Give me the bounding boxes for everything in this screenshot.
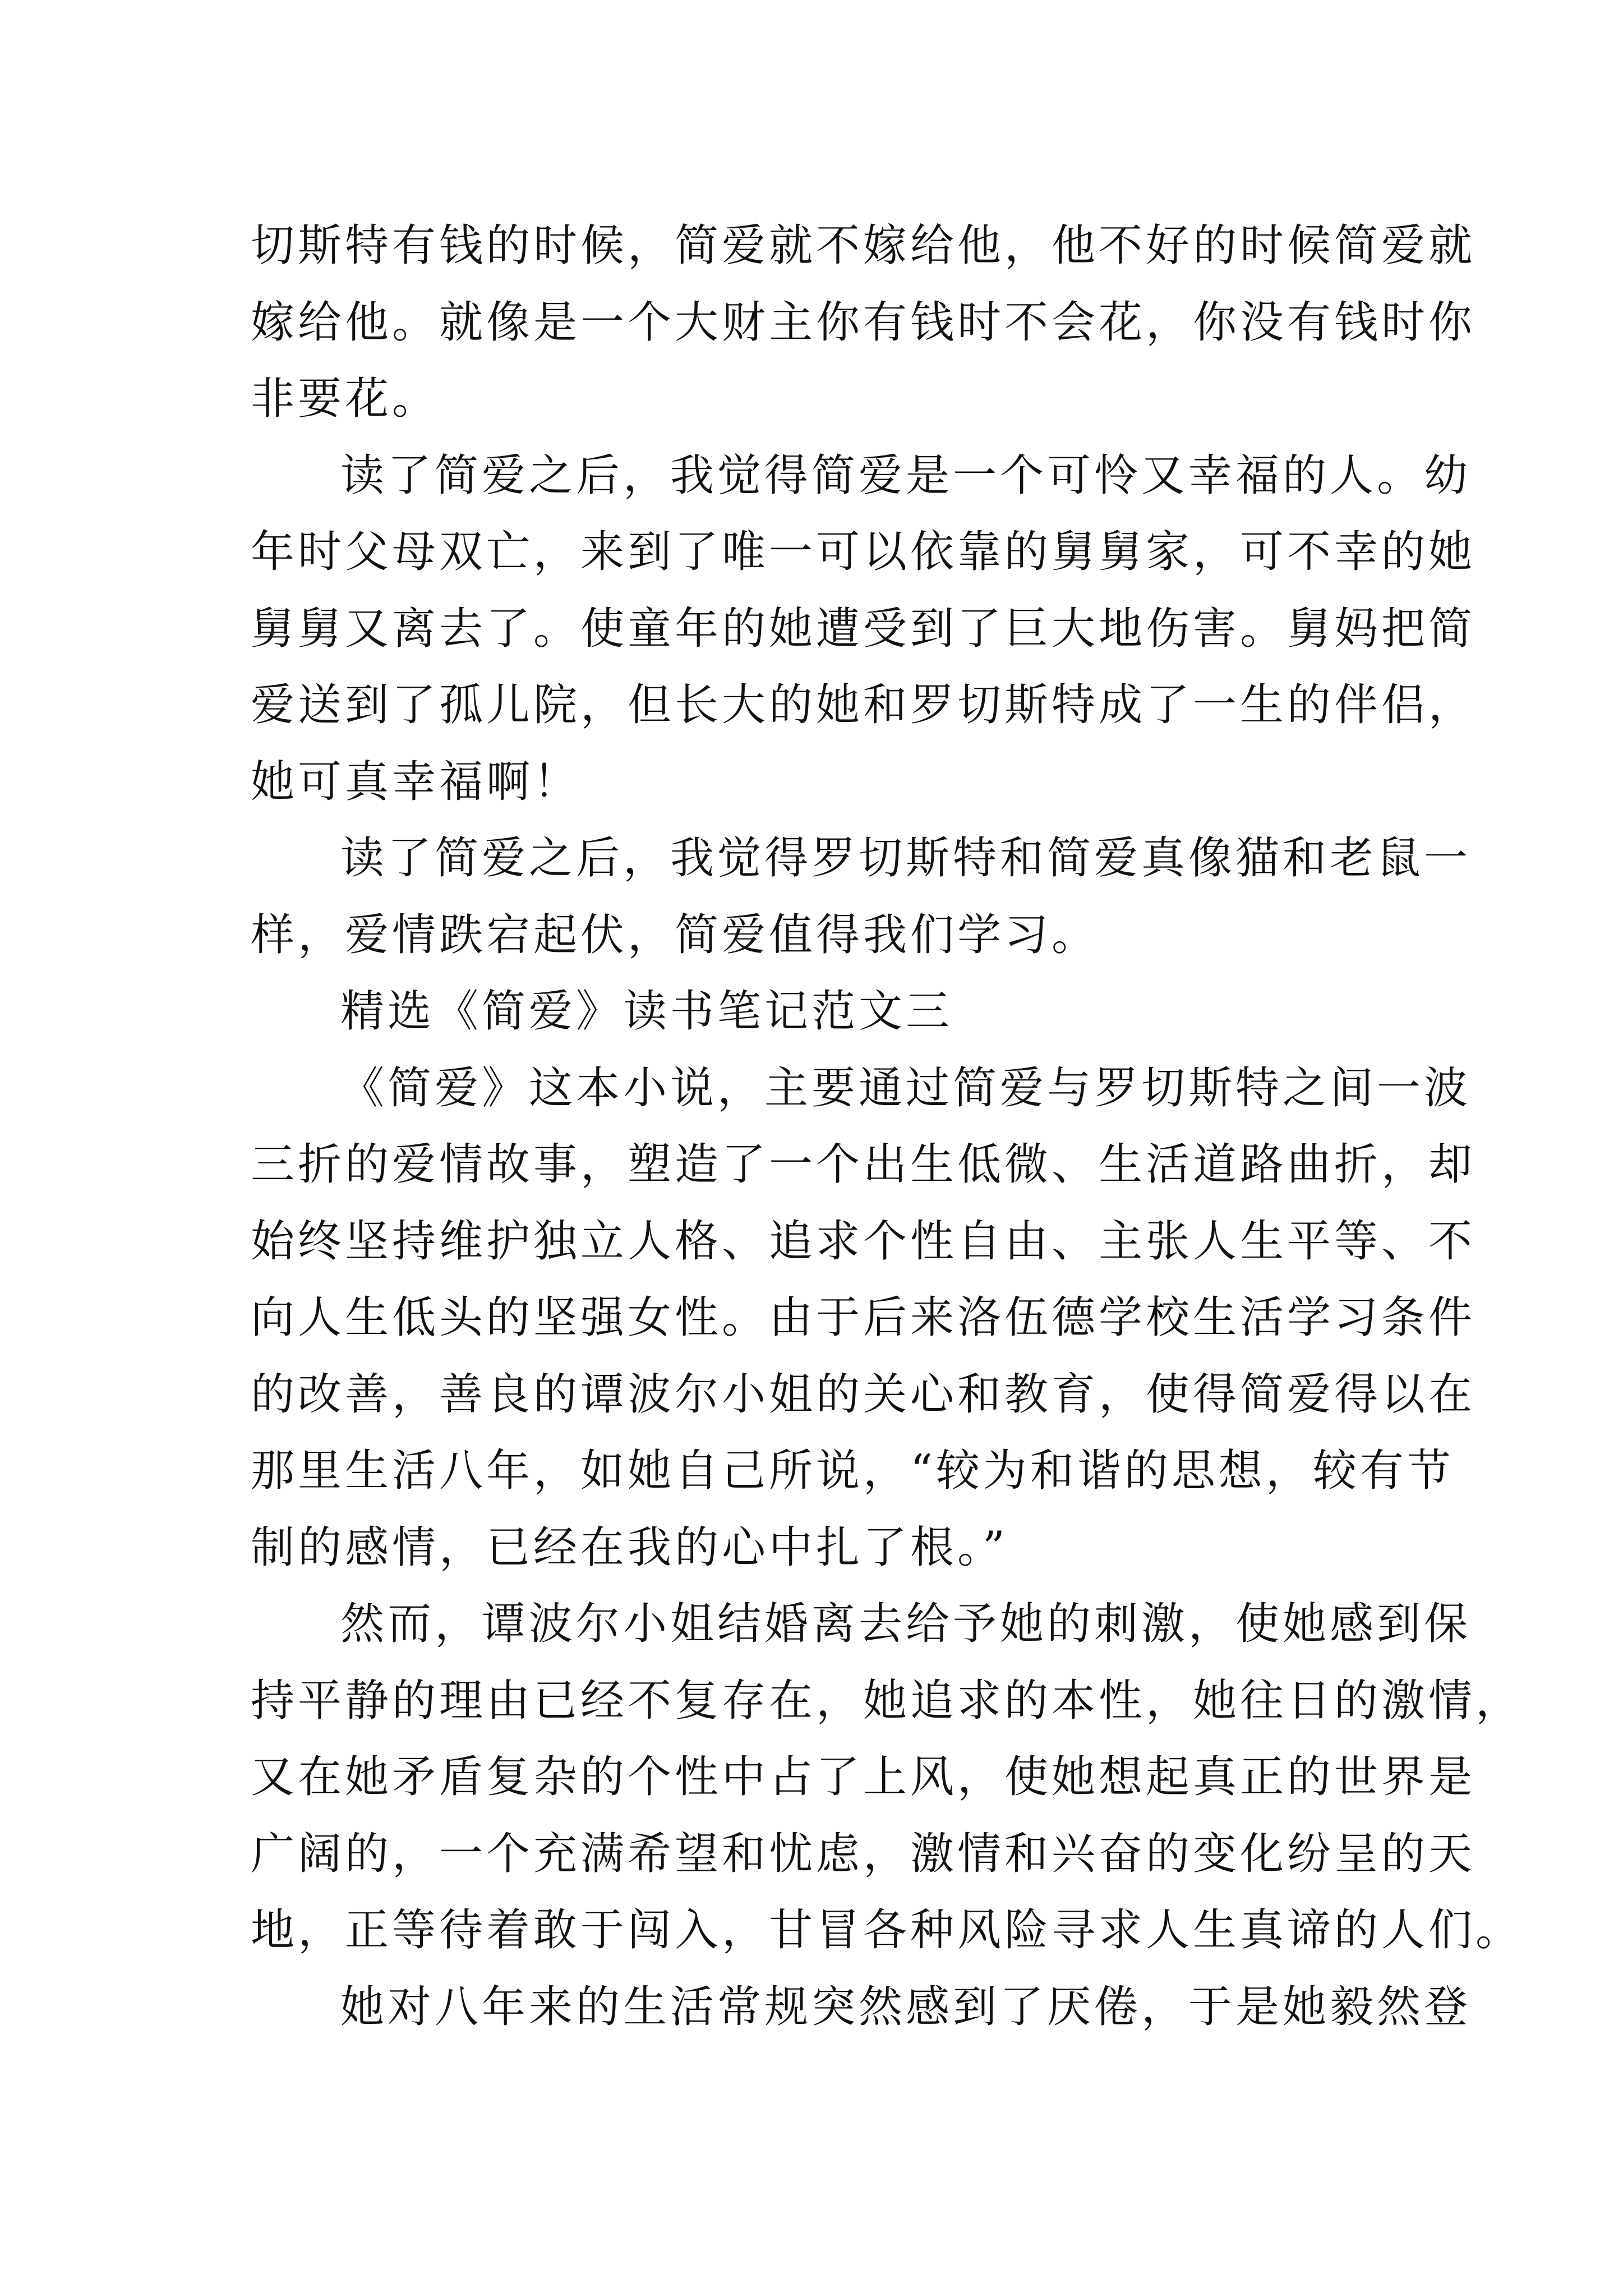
paragraph-first-line: 然而，谭波尔小姐结婚离去给予她的刺激，使她感到保 <box>340 1599 1472 1649</box>
section-heading: 精选《简爱》读书笔记范文三 <box>340 986 953 1037</box>
text-line: 切斯特有钱的时候，简爱就不嫁给他，他不好的时候简爱就 <box>251 220 1476 271</box>
text-line: 样，爱情跌宕起伏，简爱值得我们学习。 <box>251 909 1099 960</box>
text-line: 又在她矛盾复杂的个性中占了上风，使她想起真正的世界是 <box>251 1752 1476 1802</box>
text-line: 向人生低头的坚强女性。由于后来洛伍德学校生活学习条件 <box>251 1292 1476 1343</box>
paragraph-first-line: 读了简爱之后，我觉得罗切斯特和简爱真像猫和老鼠一 <box>340 833 1472 884</box>
text-line: 广阔的，一个充满希望和忧虑，激情和兴奋的变化纷呈的天 <box>251 1828 1476 1879</box>
text-line: 始终坚持维护独立人格、追求个性自由、主张人生平等、不 <box>251 1216 1476 1267</box>
paragraph-first-line: 读了简爱之后，我觉得简爱是一个可怜又幸福的人。幼 <box>340 450 1472 501</box>
paragraph-first-line: 《简爱》这本小说，主要通过简爱与罗切斯特之间一波 <box>340 1062 1472 1114</box>
text-line: 的改善，善良的谭波尔小姐的关心和教育，使得简爱得以在 <box>251 1369 1476 1420</box>
text-line: 嫁给他。就像是一个大财主你有钱时不会花，你没有钱时你 <box>251 297 1476 348</box>
text-line: 舅舅又离去了。使童年的她遭受到了巨大地伤害。舅妈把简 <box>251 603 1476 654</box>
text-line: 地，正等待着敢于闯入，甘冒各种风险寻求人生真谛的人们。 <box>251 1905 1523 1955</box>
text-line: 制的感情，已经在我的心中扎了根。” <box>251 1522 1008 1573</box>
text-line: 三折的爱情故事，塑造了一个出生低微、生活道路曲折，却 <box>251 1139 1476 1190</box>
text-line: 非要花。 <box>251 374 440 424</box>
text-line: 持平静的理由已经不复存在，她追求的本性，她往日的激情， <box>251 1675 1523 1726</box>
text-line: 年时父母双亡，来到了唯一可以依靠的舅舅家，可不幸的她 <box>251 527 1476 577</box>
document-body <box>251 208 1523 2045</box>
text-line: 她可真幸福啊！ <box>251 756 581 807</box>
text-line: 那里生活八年，如她自己所说，“较为和谐的思想，较有节 <box>251 1446 1454 1496</box>
paragraph-first-line: 她对八年来的生活常规突然感到了厌倦，于是她毅然登 <box>340 1981 1472 2032</box>
text-line: 爱送到了孤儿院，但长大的她和罗切斯特成了一生的伴侣， <box>251 680 1476 730</box>
